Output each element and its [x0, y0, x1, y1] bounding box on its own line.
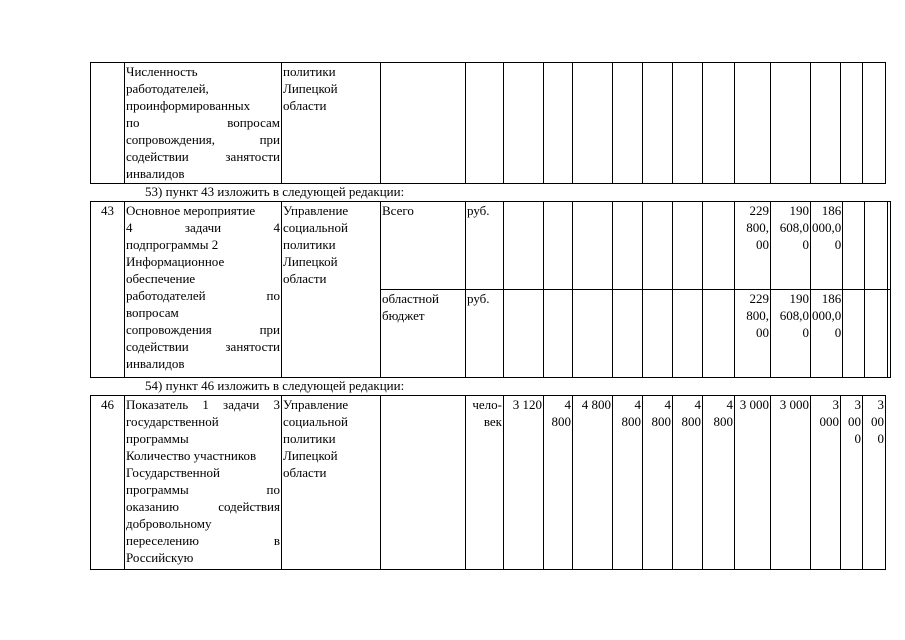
value-cell: 186 000,0 0 [811, 290, 843, 378]
table-row [91, 63, 886, 184]
empty-cell [843, 202, 865, 290]
empty-cell [381, 63, 466, 184]
empty-cell [703, 202, 735, 290]
table-continuation [90, 62, 886, 184]
funding-source-cell: Всего [381, 202, 466, 290]
value-cell: 3 00 0 [841, 396, 863, 570]
empty-cell [841, 63, 863, 184]
value-cell: 3 000 [811, 396, 841, 570]
empty-cell [888, 290, 891, 378]
amendment-note-54: 54) пункт 46 изложить в следующей редакции: [145, 378, 405, 393]
unit-cell: чело- век [466, 396, 504, 570]
value-cell: 4 800 [573, 396, 613, 570]
row-number-cell: 46 [91, 396, 125, 570]
empty-cell [888, 202, 891, 290]
table-item-43 [90, 201, 891, 378]
value-cell: 190 608,0 0 [771, 290, 811, 378]
empty-cell [811, 63, 841, 184]
funding-source-cell: областной бюджет [381, 290, 466, 378]
amendment-note-53: 53) пункт 43 изложить в следующей редакции: [145, 184, 405, 199]
value-cell: 3 120 [504, 396, 544, 570]
empty-cell [573, 63, 613, 184]
empty-cell [573, 202, 613, 290]
empty-cell [613, 202, 643, 290]
organization-cell: Управление социальной политики Липецкой области [282, 202, 381, 378]
value-cell: 4 800 [613, 396, 643, 570]
empty-cell [643, 202, 673, 290]
empty-cell [381, 396, 466, 570]
unit-cell: руб. [466, 290, 504, 378]
value-cell: 229 800, 00 [735, 290, 771, 378]
empty-cell [573, 290, 613, 378]
empty-cell [673, 290, 703, 378]
value-cell: 186 000,0 0 [811, 202, 843, 290]
empty-cell [643, 290, 673, 378]
empty-cell [613, 63, 643, 184]
row-number-cell: 43 [91, 202, 125, 378]
empty-cell [863, 63, 886, 184]
empty-cell [703, 290, 735, 378]
unit-cell: руб. [466, 202, 504, 290]
measure-name-cell: Основное мероприятие 4 задачи 4 подпрограммы 2 Информационное обеспечение работодателей по вопросам сопровождения при содействии занятости инвалидов [125, 202, 282, 378]
empty-cell [843, 290, 865, 378]
empty-cell [544, 63, 573, 184]
empty-cell [735, 63, 771, 184]
value-cell: 229 800, 00 [735, 202, 771, 290]
empty-cell [673, 202, 703, 290]
table-row [91, 396, 886, 570]
row-number-cell [91, 63, 125, 184]
value-cell: 3 000 [735, 396, 771, 570]
empty-cell [504, 63, 544, 184]
empty-cell [703, 63, 735, 184]
table-row [91, 202, 891, 290]
empty-cell [544, 290, 573, 378]
organization-cell: политики Липецкой области [282, 63, 381, 184]
value-cell: 4 800 [673, 396, 703, 570]
value-cell: 3 00 0 [863, 396, 886, 570]
empty-cell [643, 63, 673, 184]
empty-cell [544, 202, 573, 290]
value-cell: 4 800 [643, 396, 673, 570]
value-cell: 4 800 [703, 396, 735, 570]
indicator-name-cell: Численность работодателей, проинформированных по вопросам сопровождения, при содействии занятости инвалидов [125, 63, 282, 184]
empty-cell [673, 63, 703, 184]
table-item-46 [90, 395, 886, 570]
empty-cell [613, 290, 643, 378]
empty-cell [504, 290, 544, 378]
value-cell: 3 000 [771, 396, 811, 570]
empty-cell [865, 290, 888, 378]
empty-cell [466, 63, 504, 184]
organization-cell: Управление социальной политики Липецкой области [282, 396, 381, 570]
indicator-name-cell: Показатель 1 задачи 3 государственной программы Количество участников Государственной программы по оказанию содействия добровольному переселению в Российскую [125, 396, 282, 570]
empty-cell [504, 202, 544, 290]
value-cell: 4 800 [544, 396, 573, 570]
empty-cell [865, 202, 888, 290]
empty-cell [771, 63, 811, 184]
value-cell: 190 608,0 0 [771, 202, 811, 290]
